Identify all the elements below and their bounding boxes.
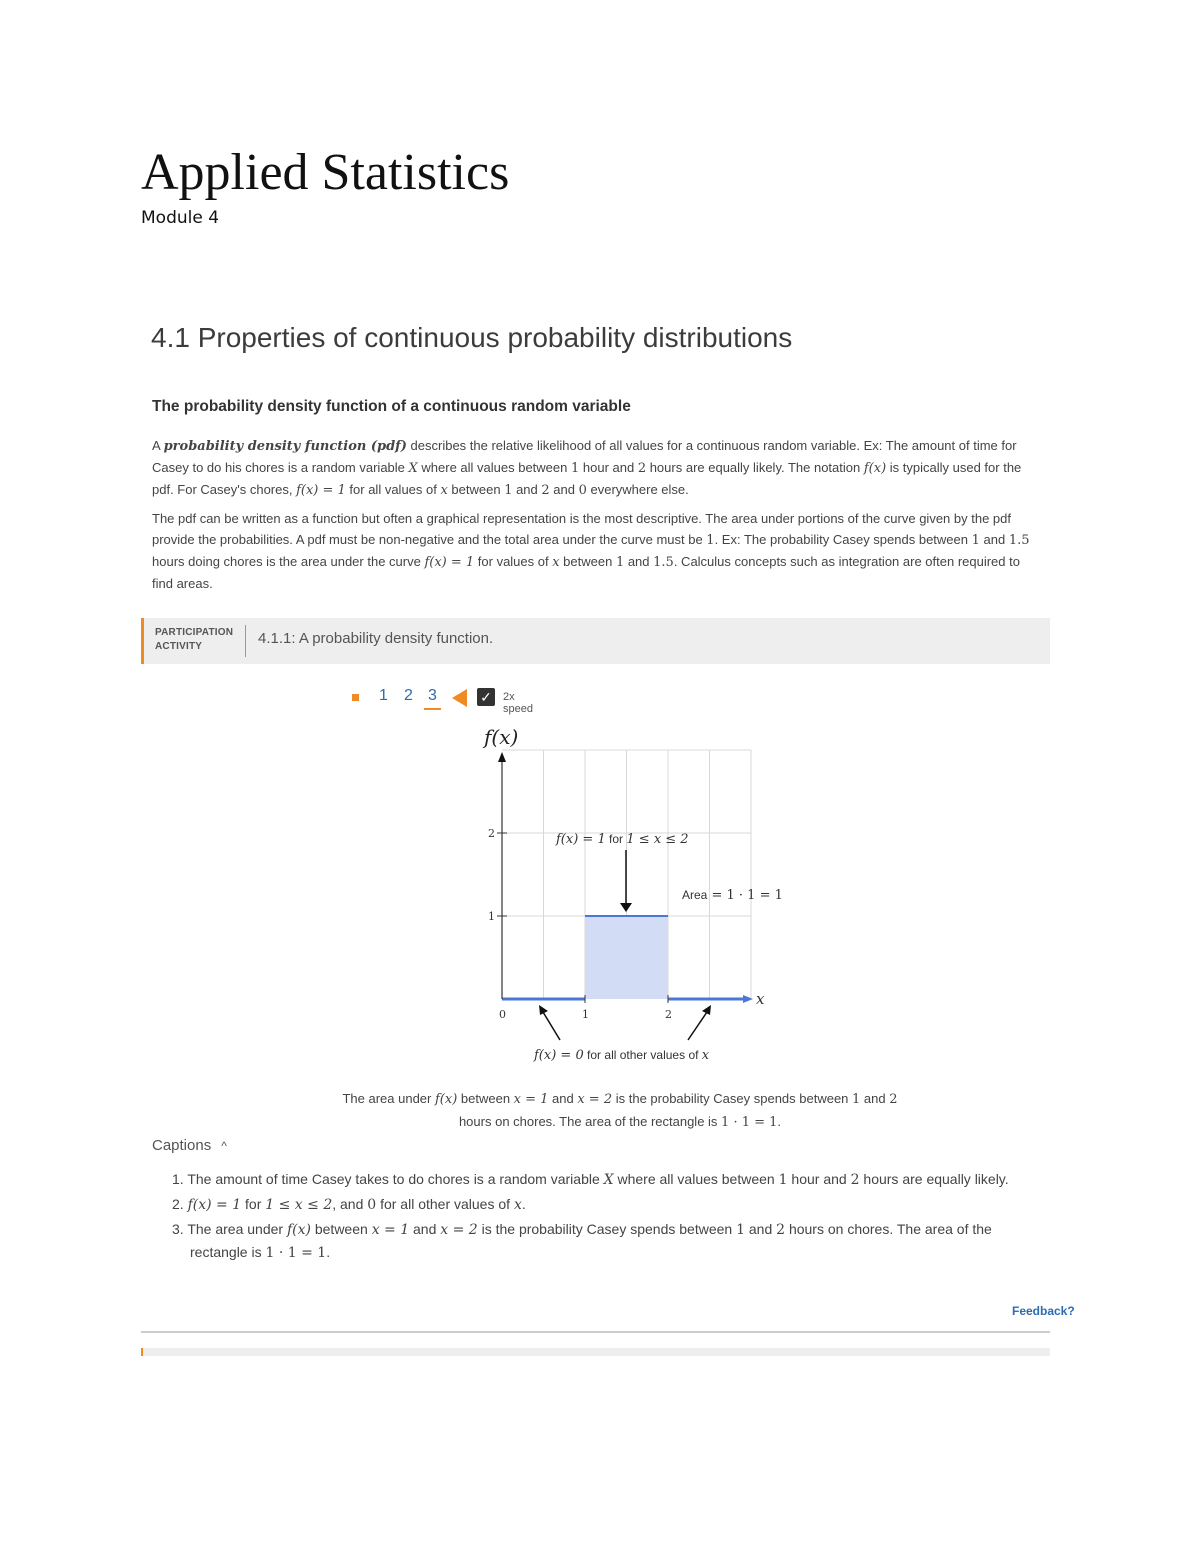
activity-tag: PARTICIPATION ACTIVITY — [155, 627, 234, 652]
x-axis-label: x — [756, 990, 765, 1008]
captions-toggle[interactable]: Captions ^ — [152, 1137, 227, 1154]
shaded-area — [585, 916, 668, 999]
caption-item-2: 2. f(x) = 1 for 1 ≤ x ≤ 2, and 0 for all other values of x. — [172, 1196, 526, 1213]
x-tick-label: 2 — [665, 1008, 672, 1021]
captions-list — [172, 1168, 1052, 1266]
y-tick-label: 1 — [488, 910, 495, 923]
speed-checkbox[interactable]: ✓ — [477, 688, 495, 706]
x-tick-label: 0 — [499, 1008, 506, 1021]
step-3-button[interactable]: 3 — [424, 687, 441, 710]
feedback-link[interactable]: Feedback? — [1012, 1304, 1075, 1318]
step-1-button[interactable]: 1 — [379, 687, 388, 704]
caption-item-1: 1. The amount of time Casey takes to do chores is a random variable X where all values between 1 hour and 2 hours are equally likely. — [172, 1171, 1009, 1188]
y-axis-label: f(x) — [484, 725, 519, 749]
step-2-button[interactable]: 2 — [404, 687, 413, 704]
participation-activity-header — [141, 618, 1050, 664]
speed-label: 2x speed — [503, 691, 533, 715]
chevron-up-icon: ^ — [221, 1139, 227, 1153]
annotation-top: f(x) = 1 for 1 ≤ x ≤ 2 — [556, 832, 689, 847]
figure-caption: The area under f(x) between x = 1 and x = 2 is the probability Casey spends between 1 and 2 hours on chores. The area of the rectangle is 1 · 1 = 1. — [342, 1091, 898, 1130]
activity-title: 4.1.1: A probability density function. — [258, 630, 494, 647]
y-ticks — [488, 827, 507, 923]
document-subtitle: Module 4 — [141, 208, 220, 228]
y-tick-label: 2 — [488, 827, 495, 840]
y-axis-arrowhead — [498, 752, 506, 762]
caption-item-3: 3. The area under f(x) between x = 1 and x = 2 is the probability Casey spends between 1 and 2 hours on chores. The area of the rectangle is 1 · 1 = 1. — [172, 1221, 992, 1261]
pdf-figure — [470, 718, 810, 1078]
document-title: Applied Statistics — [141, 144, 510, 201]
annotation-bottom: f(x) = 0 for all other values of x — [534, 1048, 710, 1063]
section-heading: 4.1 Properties of continuous probability distributions — [151, 322, 793, 353]
section-divider — [141, 1331, 1050, 1333]
start-icon[interactable] — [352, 694, 359, 701]
annotation-top-arrowhead — [620, 903, 632, 912]
annotation-right-arrow — [688, 1012, 707, 1040]
annotation-area: Area = 1 · 1 = 1 — [682, 888, 783, 903]
activity-divider — [245, 625, 246, 657]
x-tick-label: 1 — [582, 1008, 589, 1021]
paragraph-pdf-definition: A probability density function (pdf) describes the relative likelihood of all values for a continuous random variable. Ex: The amount of time for Casey to do his chores is a random variable X where all values between 1 hour and 2 hours are equally likely. The notation f(x) is typically used for the pdf. For Casey's chores, f(x) = 1 for all values of x between 1 and 2 and 0 everywhere else. — [152, 438, 1022, 498]
next-activity-header — [141, 1348, 1050, 1356]
annotation-left-arrow — [543, 1012, 560, 1040]
sub-heading: The probability density function of a continuous random variable — [152, 398, 631, 415]
paragraph-pdf-graph: The pdf can be written as a function but often a graphical representation is the most descriptive. The area under portions of the curve given by the pdf provide the probabilities. A pdf must be non-negative and the total area under the curve must be 1. Ex: The probability Casey spends between 1 and 1.5 hours doing chores is the area under the curve f(x) = 1 for values of x between 1 and 1.5. Calculus concepts such as integration are often required to find areas. — [152, 511, 1030, 591]
play-back-icon[interactable] — [452, 689, 467, 707]
